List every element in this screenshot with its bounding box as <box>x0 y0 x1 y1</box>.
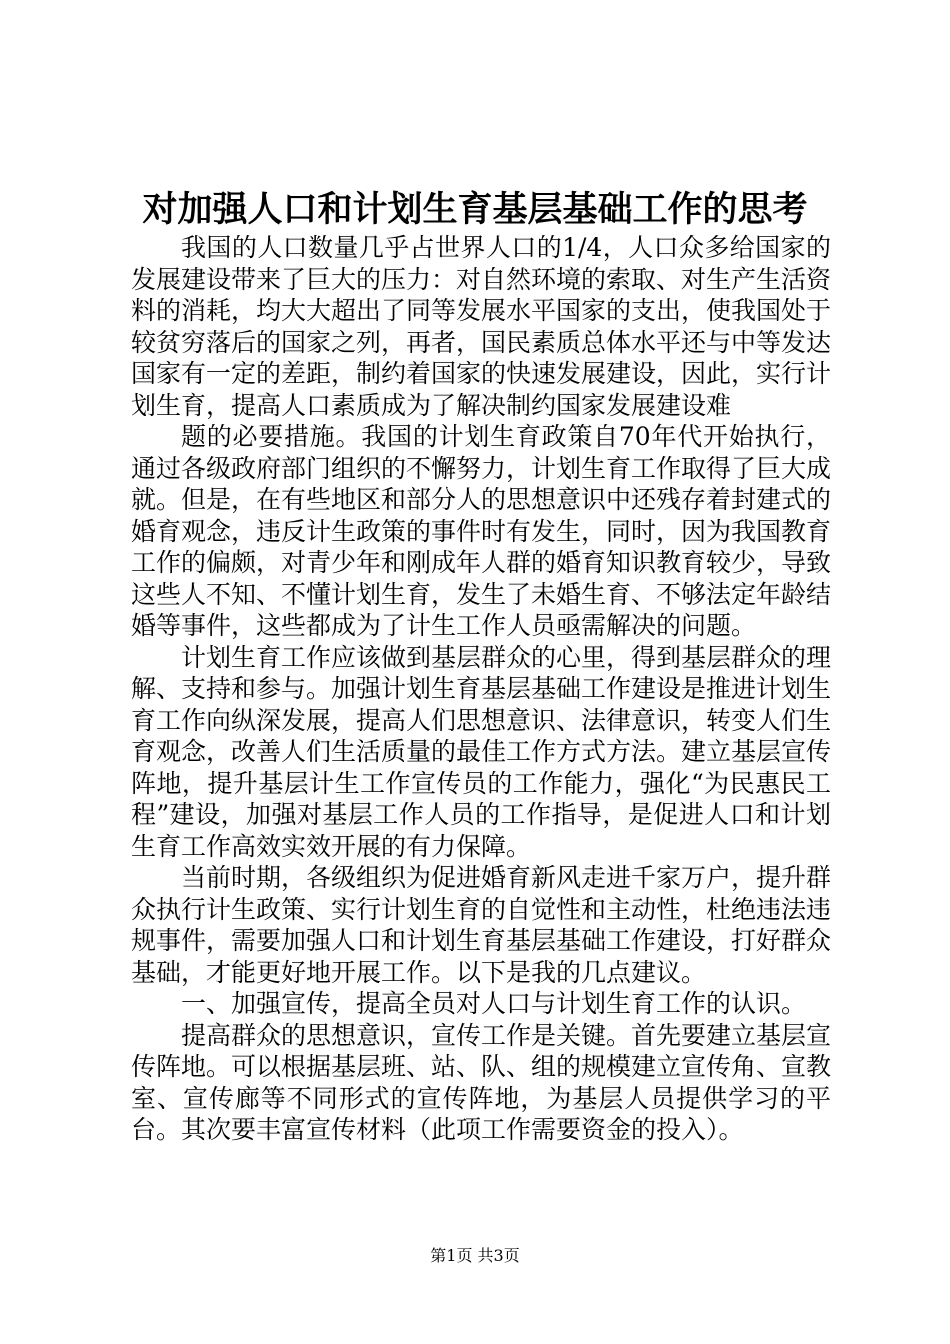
paragraph: 当前时期，各级组织为促进婚育新风走进千家万户，提升群众执行计生政策、实行计划生育的自觉性和主动性，杜绝违法违规事件，需要加强人口和计划生育基层基础工作建设，打好群众基础，才能更好地开展工作。以下是我的几点建议。 <box>131 863 832 987</box>
document-title: 对加强人口和计划生育基层基础工作的思考 <box>142 189 808 230</box>
page-footer: 第1页 共3页 <box>430 1246 520 1265</box>
section-heading: 一、加强宣传，提高全员对人口与计划生育工作的认识。 <box>181 989 807 1018</box>
paragraph: 我国的人口数量几乎占世界人口的1/4，人口众多给国家的发展建设带来了巨大的压力：对自然环境的索取、对生产生活资料的消耗，均大大超出了同等发展水平国家的支出，使我国处于较贫穷落后的国家之列，再者，国民素质总体水平还与中等发达国家有一定的差距，制约着国家的快速发展建设，因此，实行计划生育，提高人口素质成为了解决制约国家发展建设难 <box>131 233 832 420</box>
paragraph: 提高群众的思想意识，宣传工作是关键。首先要建立基层宣传阵地。可以根据基层班、站、队、组的规模建立宣传角、宣教室、宣传廊等不同形式的宣传阵地，为基层人员提供学习的平台。其次要丰富宣传材料（此项工作需要资金的投入）。 <box>131 1020 832 1144</box>
paragraph: 题的必要措施。我国的计划生育政策自70年代开始执行，通过各级政府部门组织的不懈努力，计划生育工作取得了巨大成就。但是，在有些地区和部分人的思想意识中还残存着封建式的婚育观念，违反计生政策的事件时有发生，同时，因为我国教育工作的偏颇，对青少年和刚成年人群的婚育知识教育较少，导致这些人不知、不懂计划生育，发生了未婚生育、不够法定年龄结婚等事件，这些都成为了计生工作人员亟需解决的问题。 <box>131 422 832 640</box>
document-body <box>131 232 831 1146</box>
paragraph: 计划生育工作应该做到基层群众的心里，得到基层群众的理解、支持和参与。加强计划生育基层基础工作建设是推进计划生育工作向纵深发展，提高人们思想意识、法律意识，转变人们生育观念，改善人们生活质量的最佳工作方式方法。建立基层宣传阵地，提升基层计生工作宣传员的工作能力，强化“为民惠民工程”建设，加强对基层工作人员的工作指导，是促进人口和计划生育工作高效实效开展的有力保障。 <box>131 642 832 861</box>
